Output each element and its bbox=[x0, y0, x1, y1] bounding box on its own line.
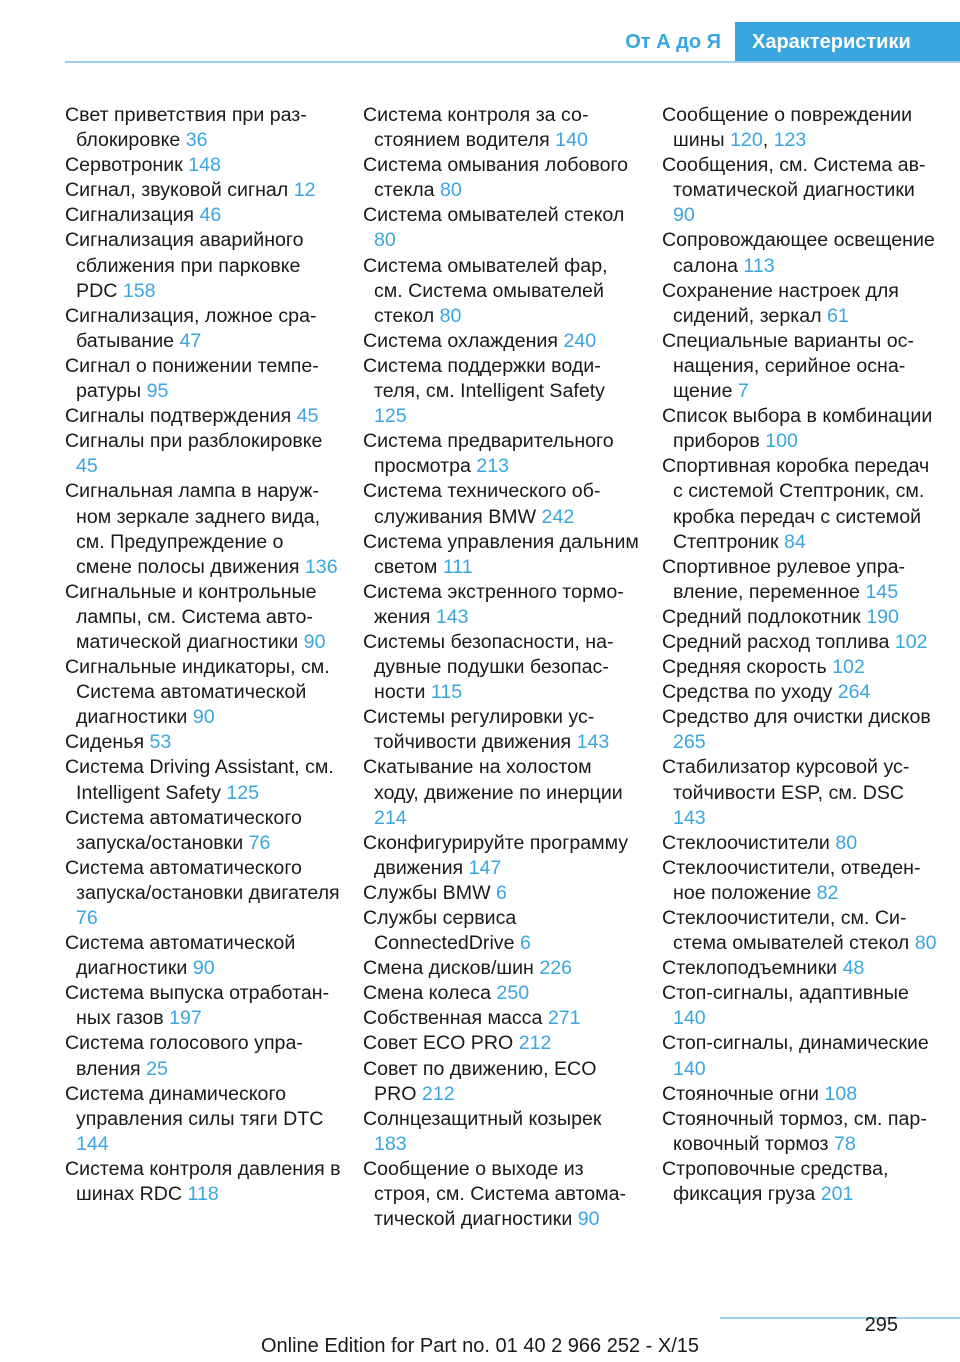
index-entry-text: Стеклоочистители bbox=[662, 831, 830, 854]
index-entry bbox=[662, 329, 938, 404]
index-entry bbox=[65, 404, 341, 429]
index-entry-text: Сохранение настроек для сидений, зеркал bbox=[662, 279, 899, 327]
index-entry-text: Сервотроник bbox=[65, 154, 183, 177]
page-link[interactable]: 53 bbox=[149, 731, 172, 754]
index-entry-text: Средство для очистки дисков bbox=[662, 706, 931, 729]
index-entry-text: Средняя скорость bbox=[662, 656, 827, 679]
index-entry-text: Сообщения, см. Система автоматической диагностики bbox=[662, 154, 926, 202]
index-entry bbox=[363, 153, 639, 203]
index-entry bbox=[363, 354, 639, 429]
page-link[interactable]: 12 bbox=[293, 179, 316, 202]
index-entry bbox=[662, 655, 938, 680]
index-entry-text: Собственная масса bbox=[363, 1007, 543, 1030]
index-column-2 bbox=[363, 103, 639, 1232]
index-entry-text: Сигналы подтверждения bbox=[65, 405, 292, 428]
index-entry bbox=[363, 1006, 639, 1031]
index-entry bbox=[363, 831, 639, 881]
page-link[interactable]: 214 bbox=[374, 806, 407, 829]
page-link[interactable]: 143 bbox=[576, 731, 610, 754]
page-header bbox=[0, 22, 960, 62]
index-entry bbox=[363, 530, 639, 580]
index-entry-text: Система контроля давления в шинах RDC bbox=[65, 1157, 341, 1206]
index-entry bbox=[363, 956, 639, 981]
index-entry bbox=[65, 1031, 341, 1081]
page-link[interactable]: 145 bbox=[865, 580, 899, 603]
page-link[interactable]: 113 bbox=[743, 254, 775, 277]
index-entry bbox=[65, 203, 341, 228]
page-link[interactable]: 45 bbox=[296, 405, 319, 428]
page-link[interactable]: 82 bbox=[816, 881, 839, 904]
page-link[interactable]: 148 bbox=[188, 154, 221, 177]
index-entry-text: Сигналы при разблокировке bbox=[65, 430, 323, 453]
index-entry-text: Сигнализация аварийного сближения при парковке PDC bbox=[65, 229, 304, 302]
page-link[interactable]: 242 bbox=[541, 505, 575, 528]
page-link[interactable]: 7 bbox=[737, 380, 749, 403]
index-entry-text: Система омывателей фар, см. Система омывателей стекол bbox=[363, 254, 608, 327]
index-entry-text: Система охлаждения bbox=[363, 329, 558, 352]
page-link[interactable]: 6 bbox=[496, 881, 507, 904]
index-entry bbox=[363, 580, 639, 630]
page-link[interactable]: 115 bbox=[430, 681, 463, 704]
index-entry bbox=[65, 178, 341, 203]
edition-note: Online Edition for Part no. 01 40 2 966 252 - X/15 bbox=[260, 1335, 700, 1357]
page-link[interactable]: 90 bbox=[192, 957, 215, 980]
index-entry-text: Средний расход топлива bbox=[662, 630, 890, 653]
index-entry-text: Службы BMW bbox=[363, 881, 491, 904]
index-entry-text: Скатывание на холостом ходу, движение по инерции bbox=[363, 756, 623, 804]
index-entry-text: Сопровождающее освещение салона bbox=[662, 229, 935, 277]
index-entry bbox=[363, 1107, 639, 1157]
index-entry bbox=[65, 580, 341, 655]
page-link[interactable]: 250 bbox=[496, 982, 530, 1005]
index-entry bbox=[65, 153, 341, 178]
index-entry bbox=[662, 454, 938, 554]
index-entry-text: Специальные варианты оснащения, серийное оснащение bbox=[662, 329, 914, 403]
page-link[interactable]: 271 bbox=[547, 1007, 581, 1030]
page-link[interactable]: 140 bbox=[555, 129, 588, 152]
index-entry bbox=[363, 1031, 639, 1056]
page-link[interactable]: 100 bbox=[765, 430, 798, 453]
index-entry bbox=[363, 479, 639, 529]
index-entry bbox=[363, 203, 639, 253]
index-entry bbox=[662, 404, 938, 454]
index-entry: Сообщение о повреждении шины 120, 123 bbox=[662, 104, 913, 152]
index-entry-text: Система автоматической диагностики bbox=[65, 932, 296, 980]
page-link[interactable]: 125 bbox=[226, 781, 260, 804]
index-entry bbox=[662, 1031, 938, 1081]
index-entry-text: Стабилизатор курсовой устойчивости ESP, см. DSC bbox=[662, 756, 910, 804]
page-link[interactable]: 102 bbox=[894, 630, 928, 653]
index-entry-text: Система поддержки водителя, см. Intelligent Safety bbox=[363, 354, 605, 403]
index-entry bbox=[662, 153, 938, 228]
index-entry bbox=[662, 680, 938, 705]
index-entry bbox=[363, 1057, 639, 1107]
index-entry bbox=[65, 730, 341, 755]
index-entry bbox=[363, 103, 639, 153]
index-entry-text: Система автоматического запуска/остановки bbox=[65, 806, 302, 854]
page-link[interactable]: 144 bbox=[76, 1132, 109, 1155]
page-link[interactable]: 102 bbox=[832, 656, 865, 679]
index-entry bbox=[662, 630, 938, 655]
page-link[interactable]: 197 bbox=[169, 1007, 202, 1030]
index-entry-text: Солнцезащитный козырек bbox=[363, 1107, 602, 1130]
index-entry-text: Сигнальные и контрольные лампы, см. Система автоматической диагностики bbox=[65, 580, 317, 653]
index-entry-text: Спортивная коробка передач с системой Стептроник, см. кробка передач с системой Стептроник bbox=[662, 455, 930, 553]
index-entry-text: Стоп-сигналы, динамические bbox=[662, 1032, 929, 1055]
index-entry-text: Сигнальные индикаторы, см. Система автоматической диагностики bbox=[65, 656, 330, 729]
page-link[interactable]: 212 bbox=[518, 1032, 552, 1055]
index-entry-text: Список выбора в комбинации приборов bbox=[662, 405, 933, 453]
index-entry-text: Строповочные средства, фиксация груза bbox=[662, 1157, 889, 1206]
index-entry bbox=[65, 931, 341, 981]
index-entry bbox=[65, 228, 341, 303]
index-entry bbox=[662, 279, 938, 329]
page-link[interactable]: 90 bbox=[577, 1208, 600, 1231]
page-link[interactable]: 95 bbox=[146, 380, 169, 403]
index-entry bbox=[65, 981, 341, 1031]
page-link[interactable]: 76 bbox=[76, 907, 98, 929]
index-entry bbox=[662, 1157, 938, 1207]
index-entry bbox=[65, 103, 341, 153]
page-link[interactable]: 80 bbox=[440, 179, 462, 202]
index-entry bbox=[65, 755, 341, 805]
header-divider bbox=[65, 61, 960, 63]
page-link[interactable]: 212 bbox=[421, 1082, 455, 1105]
page-link[interactable]: 143 bbox=[673, 806, 706, 829]
page-link[interactable]: 61 bbox=[827, 304, 849, 327]
index-entry bbox=[65, 1082, 341, 1157]
index-entry bbox=[662, 228, 938, 278]
index-entry bbox=[662, 1107, 938, 1157]
page-link[interactable]: 143 bbox=[435, 605, 469, 628]
page-link[interactable]: 118 bbox=[187, 1183, 219, 1206]
index-entry-text: Средний подлокотник bbox=[662, 605, 861, 628]
index-entry bbox=[363, 881, 639, 906]
index-entry bbox=[363, 329, 639, 354]
index-entry-text: Сигнальная лампа в наружном зеркале заднего вида, см. Предупреждение о смене полосы движения bbox=[65, 480, 321, 578]
index-entry bbox=[662, 755, 938, 830]
page-link[interactable]: 47 bbox=[179, 329, 202, 352]
page-link[interactable]: 240 bbox=[563, 329, 597, 352]
index-entry-text: Система Driving Assistant, см. Intelligent Safety bbox=[65, 756, 334, 804]
page-link[interactable]: 80 bbox=[439, 304, 462, 327]
index-entry-text: Стояночные огни bbox=[662, 1082, 819, 1105]
index-column-3 bbox=[662, 103, 938, 1207]
index-entry bbox=[65, 655, 341, 730]
index-entry-text: Система омывателей стекол bbox=[363, 204, 625, 227]
index-entry-text: Сигнал, звуковой сигнал bbox=[65, 179, 289, 202]
index-entry-text: Система выпуска отработанных газов bbox=[65, 982, 330, 1030]
page-link[interactable]: 25 bbox=[146, 1057, 168, 1080]
index-entry-text: Система экстренного торможения bbox=[363, 580, 624, 628]
page-link[interactable]: 84 bbox=[783, 530, 806, 553]
page-link[interactable]: 158 bbox=[122, 279, 156, 302]
index-entry bbox=[65, 354, 341, 404]
index-entry-text: Сиденья bbox=[65, 731, 145, 754]
page-link[interactable]: 108 bbox=[824, 1082, 858, 1105]
index-entry-text: Стояночный тормоз, см. парковочный тормоз bbox=[662, 1107, 927, 1155]
index-entry-text: Система предварительного просмотра bbox=[363, 430, 614, 478]
page-link[interactable]: 213 bbox=[476, 455, 510, 478]
page-link[interactable]: 183 bbox=[374, 1132, 407, 1155]
index-entry bbox=[363, 906, 639, 956]
index-entry bbox=[363, 429, 639, 479]
index-entry bbox=[662, 1082, 938, 1107]
page-number: 295 bbox=[864, 1314, 898, 1336]
page-link[interactable]: 80 bbox=[374, 229, 396, 252]
index-entry-text: Сообщение о выходе из строя, см. Система автоматической диагностики bbox=[363, 1157, 626, 1231]
index-entry-text: Система управления дальним светом bbox=[363, 530, 639, 578]
header-chapter: Характеристики bbox=[735, 22, 960, 62]
header-section: От А до Я bbox=[625, 31, 721, 53]
page-link[interactable]: 190 bbox=[866, 605, 899, 628]
page-link[interactable]: 36 bbox=[185, 129, 208, 152]
index-entry bbox=[662, 605, 938, 630]
index-column-1 bbox=[65, 103, 341, 1207]
page-link[interactable]: 201 bbox=[820, 1183, 854, 1206]
page-link[interactable]: 136 bbox=[304, 555, 338, 578]
index-entry-text: Совет по движению, ECO PRO bbox=[363, 1057, 597, 1105]
page-link[interactable]: 140 bbox=[673, 1057, 706, 1080]
index-entry bbox=[662, 705, 938, 755]
footer-divider bbox=[720, 1317, 960, 1319]
page-link[interactable]: 120 bbox=[730, 129, 763, 152]
index-entry bbox=[662, 831, 938, 856]
page-link[interactable]: 80 bbox=[835, 831, 858, 854]
page-link[interactable]: 90 bbox=[673, 204, 695, 227]
page-link[interactable]: 111 bbox=[442, 555, 473, 578]
index-entry-text: Сообщение о повреждении шины bbox=[662, 104, 913, 152]
page-link[interactable]: 76 bbox=[248, 831, 271, 854]
index-entry-text: Стеклоочистители, отведенное положение bbox=[662, 856, 921, 904]
index-entry-text: Сигнал о понижении температуры bbox=[65, 354, 319, 403]
page-link[interactable]: 264 bbox=[837, 681, 871, 704]
index-entry-text: Система технического обслуживания BMW bbox=[363, 480, 601, 528]
page-link[interactable]: 45 bbox=[76, 455, 98, 478]
index-entry bbox=[65, 806, 341, 856]
index-entry-text: Системы безопасности, надувные подушки безопасности bbox=[363, 630, 614, 704]
page-link[interactable]: 140 bbox=[673, 1007, 706, 1030]
page-link[interactable]: 90 bbox=[192, 706, 215, 729]
index-entry-text: Совет ECO PRO bbox=[363, 1032, 514, 1055]
index-entry bbox=[662, 906, 938, 956]
index-entry bbox=[363, 705, 639, 755]
index-entry bbox=[65, 304, 341, 354]
page-link[interactable]: 48 bbox=[842, 957, 865, 980]
index-entry bbox=[363, 630, 639, 705]
index-entry-text: Сигнализация, ложное срабатывание bbox=[65, 304, 317, 352]
index-entry bbox=[65, 1157, 341, 1207]
index-entry-text: Системы регулировки устойчивости движения bbox=[363, 706, 595, 754]
index-entry-text: Система голосового управления bbox=[65, 1032, 303, 1080]
index-entry-text: Система омывания лобового стекла bbox=[363, 154, 629, 202]
index-entry bbox=[662, 555, 938, 605]
index-entry bbox=[363, 981, 639, 1006]
index-entry-text: Стеклоподъемники bbox=[662, 957, 838, 980]
index-entry-text: Средства по уходу bbox=[662, 681, 833, 704]
index-entry bbox=[363, 755, 639, 830]
page-link[interactable]: 90 bbox=[303, 630, 326, 653]
index-entry-text: Система автоматического запуска/остановки двигателя bbox=[65, 856, 340, 904]
page-link[interactable]: 80 bbox=[914, 932, 937, 955]
index-entry-text: Сконфигурируйте программу движения bbox=[363, 831, 629, 879]
index-entry-text: Смена колеса bbox=[363, 982, 491, 1005]
index-entry-text: Службы сервиса ConnectedDrive bbox=[363, 907, 517, 955]
page-link[interactable]: 125 bbox=[374, 405, 407, 428]
index-entry bbox=[363, 1157, 639, 1232]
page-link[interactable]: 265 bbox=[673, 731, 706, 754]
index-entry bbox=[662, 856, 938, 906]
index-entry-text: Сигнализация bbox=[65, 204, 194, 227]
index-entry-text: Свет приветствия при разблокировке bbox=[65, 104, 307, 152]
index-entry-text: Смена дисков/шин bbox=[363, 957, 534, 980]
index-entry bbox=[662, 956, 938, 981]
page-link[interactable]: 226 bbox=[539, 957, 573, 980]
index-entry-text: Спортивное рулевое управление, переменное bbox=[662, 555, 906, 603]
page-link[interactable]: 123 bbox=[773, 129, 807, 152]
page-link[interactable]: 46 bbox=[199, 204, 222, 227]
index-entry bbox=[65, 479, 341, 579]
index-entry bbox=[363, 254, 639, 329]
index-entry-text: Система динамического управления силы тяги DTC bbox=[65, 1082, 324, 1130]
page-link[interactable]: 6 bbox=[519, 932, 531, 955]
index-entry-text: Стеклоочистители, см. Система омывателей стекол bbox=[662, 907, 910, 955]
index-entry-text: Стоп-сигналы, адаптивные bbox=[662, 982, 909, 1005]
page-link[interactable]: 147 bbox=[468, 856, 502, 879]
index-entry bbox=[662, 981, 938, 1031]
page-link[interactable]: 78 bbox=[833, 1132, 856, 1155]
index-entry bbox=[65, 856, 341, 931]
index-entry bbox=[65, 429, 341, 479]
index-entry-text: Система контроля за состоянием водителя bbox=[363, 104, 589, 152]
